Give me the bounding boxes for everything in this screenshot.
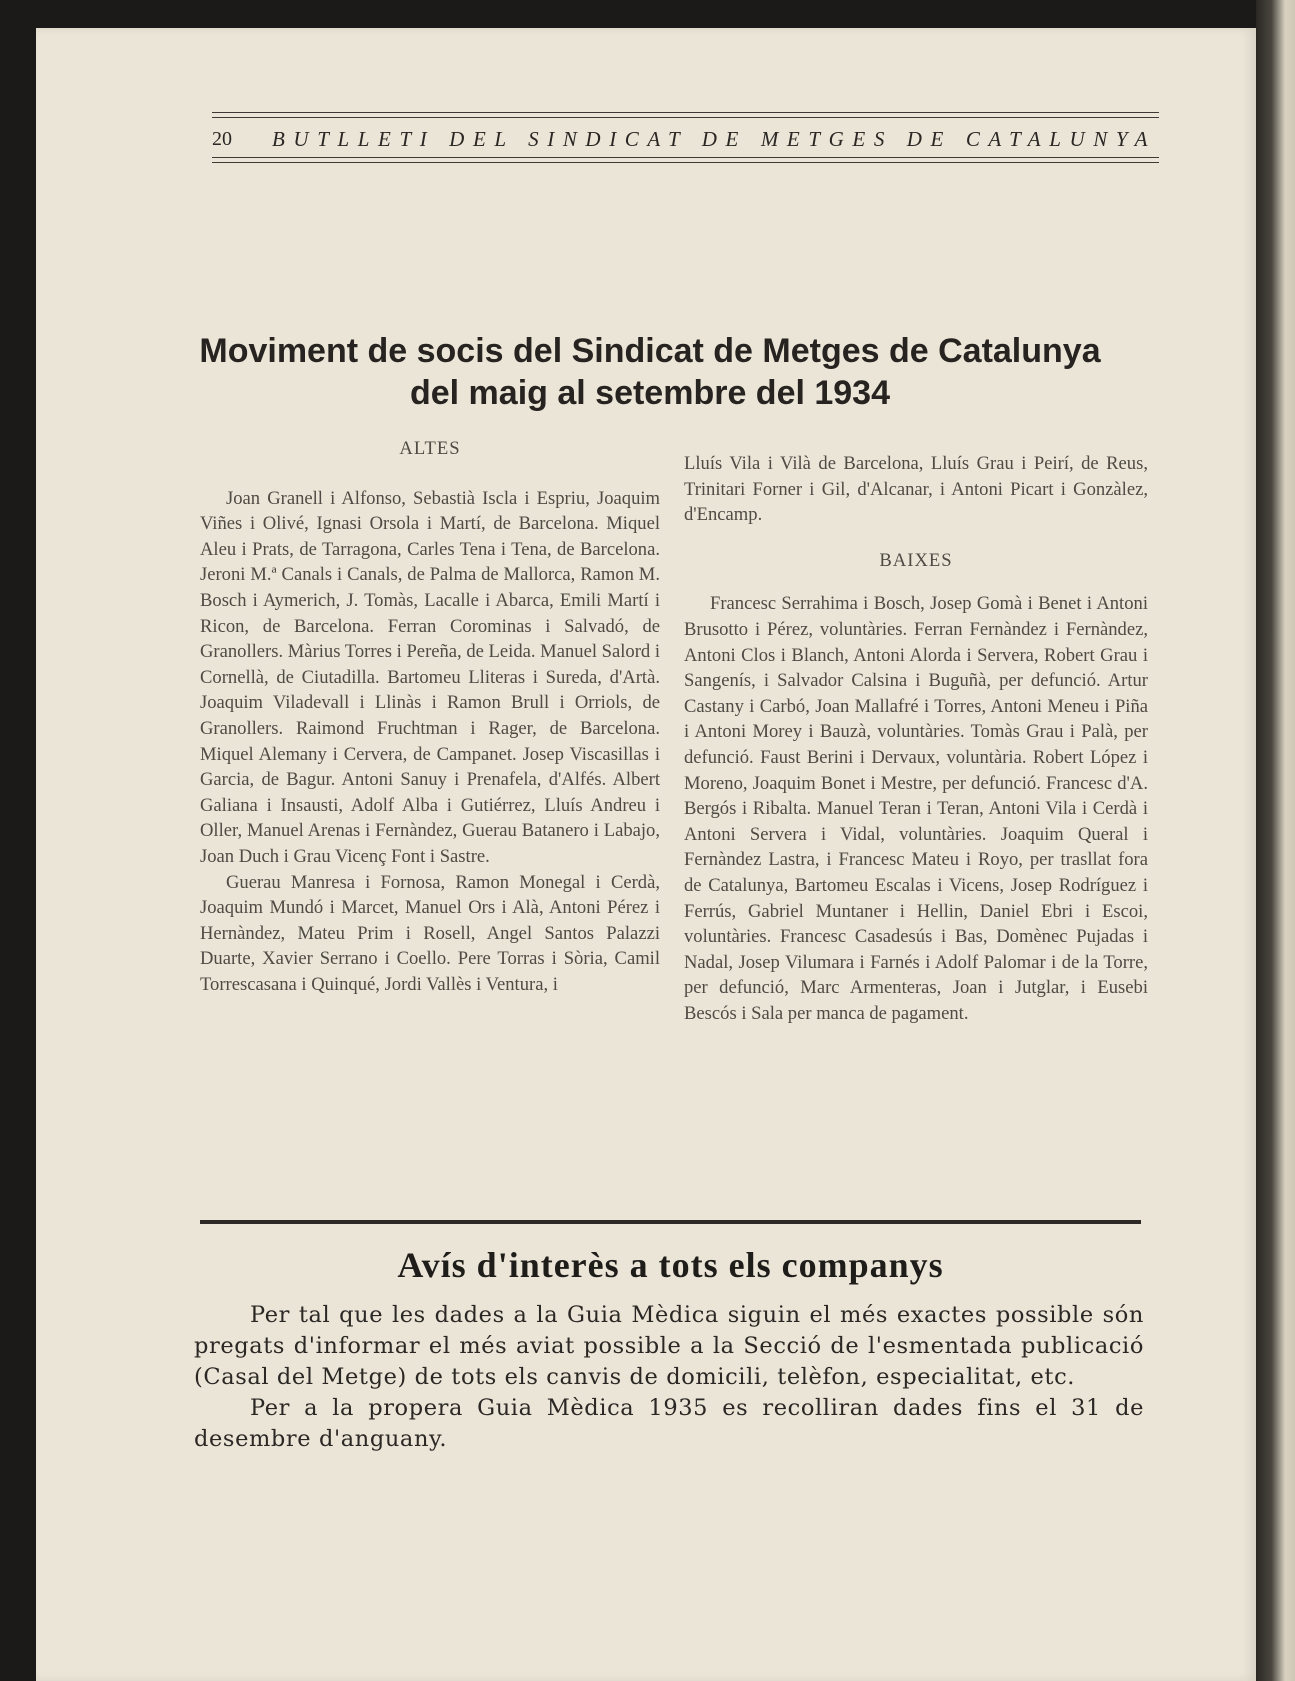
header-rule-bottom-inner — [212, 157, 1159, 158]
section-divider — [200, 1220, 1141, 1224]
baixes-paragraph: Francesc Serrahima i Bosch, Josep Gomà i Benet i Antoni Brusotto i Pérez, voluntàries. Ferran Fernàndez i Fernàndez, Antoni Clos i Blanch, Antoni Alorda i Servera, Robert Grau i Sangenís, i Salvador Calsina i Buguñà, per defunció. Artur Castany i Carbó, Joan Mallafré i Torres, Antoni Meneu i Piña i Antoni Morey i Bauzà, voluntàries. Tomàs Grau i Palà, per defunció. Faust Berini i Dervaux, voluntària. Robert López i Moreno, Joaquim Bonet i Mestre, per defunció. Francesc d'A. Bergós i Ribalta. Manuel Teran i Teran, Antoni Vila i Cerdà i Antoni Servera i Vidal, voluntàries. Joaquim Queral i Fernàndez Lastra, i Francesc Mateu i Royo, per trasllat fora de Catalunya, Bartomeu Escalas i Vicens, Josep Rodríguez i Ferrús, Gabriel Muntaner i Hellin, Daniel Ebri i Escoi, voluntàries. Francesc Casadesús i Bas, Domènec Pujadas i Nadal, Josep Vilumara i Farnés i Adolf Palomar i de la Torre, per defunció, Marc Armenteras, Joan i Jutglar, i Eusebi Bescós i Sala per manca de pagament. — [684, 593, 1148, 1024]
article-title — [150, 330, 1150, 414]
next-page-edge — [1256, 0, 1295, 1681]
header-rule-top-inner — [212, 117, 1159, 118]
right-column — [684, 451, 1148, 1026]
altes-heading: ALTES — [399, 438, 461, 459]
running-head — [212, 112, 1159, 164]
header-text-row — [212, 126, 1159, 152]
header-rule-bottom — [212, 162, 1159, 163]
altes-continuation: Lluís Vila i Vilà de Barcelona, Lluís Grau i Peirí, de Reus, Trinitari Forner i Gil, d'Alcanar, i Antoni Picart i Gonzàlez, d'Encamp. — [684, 453, 1148, 526]
article-title-line-2: del maig al setembre del 1934 — [409, 374, 891, 412]
notice-paragraph-2: Per a la propera Guia Mèdica 1935 es recolliran dades fins el 31 de desembre d'anguany. — [194, 1395, 1144, 1452]
baixes-heading: BAIXES — [879, 549, 953, 571]
notice-title: Avís d'interès a tots els companys — [397, 1245, 944, 1285]
page-number: 20 — [212, 127, 232, 150]
article-title-line-1: Moviment de socis del Sindicat de Metges de Catalunya — [199, 332, 1101, 370]
notice-paragraph-1: Per tal que les dades a la Guia Mèdica siguin el més exactes possible són pregats d'informar el més aviat possible a la Secció de l'esmentada publicació (Casal del Metge) de tots els canvis de domicili, telèfon, especialitat, etc. — [194, 1302, 1144, 1390]
journal-title: BUTLLETI DEL SINDICAT DE METGES DE CATALUNYA — [272, 126, 1157, 151]
left-column — [200, 440, 660, 997]
altes-paragraph-2: Guerau Manresa i Fornosa, Ramon Monegal i Cerdà, Joaquim Mundó i Marcet, Manuel Ors i Alà, Antoni Pérez i Hernàndez, Mateu Prim i Rosell, Angel Santos Palazzi Duarte, Xavier Serrano i Coello. Pere Torras i Sòria, Camil Torrescasana i Quinqué, Jordi Vallès i Ventura, i — [200, 871, 660, 995]
notice-body — [194, 1300, 1144, 1455]
header-rule-top — [212, 112, 1159, 113]
altes-paragraph-1: Joan Granell i Alfonso, Sebastià Iscla i Espriu, Joaquim Viñes i Olivé, Ignasi Orsola i Martí, de Barcelona. Miquel Aleu i Prats, de Tarragona, Carles Tena i Tena, de Barcelona. Jeroni M.ª Canals i Canals, de Palma de Mallorca, Ramon M. Bosch i Aymerich, J. Tomàs, Lacalle i Abarca, Emili Martí i Ricon, de Barcelona. Ferran Corominas i Salvadó, de Granollers. Màrius Torres i Pereña, de Leida. Manuel Salord i Cornellà, de Ciutadilla. Bartomeu Lliteras i Sureda, d'Artà. Joaquim Viladevall i Llinàs i Ramon Brull i Orriols, de Granollers. Raimond Fruchtman i Rager, de Barcelona. Miquel Alemany i Cervera, de Campanet. Josep Viscasillas i Garcia, de Bagur. Antoni Sanuy i Prenafela, d'Alfés. Albert Galiana i Insausti, Adolf Alba i Gutiérrez, Lluís Andreu i Oller, Manuel Arenas i Fernàndez, Guerau Batanero i Labajo, Joan Duch i Grau Vicenç Font i Sastre. — [200, 487, 660, 867]
